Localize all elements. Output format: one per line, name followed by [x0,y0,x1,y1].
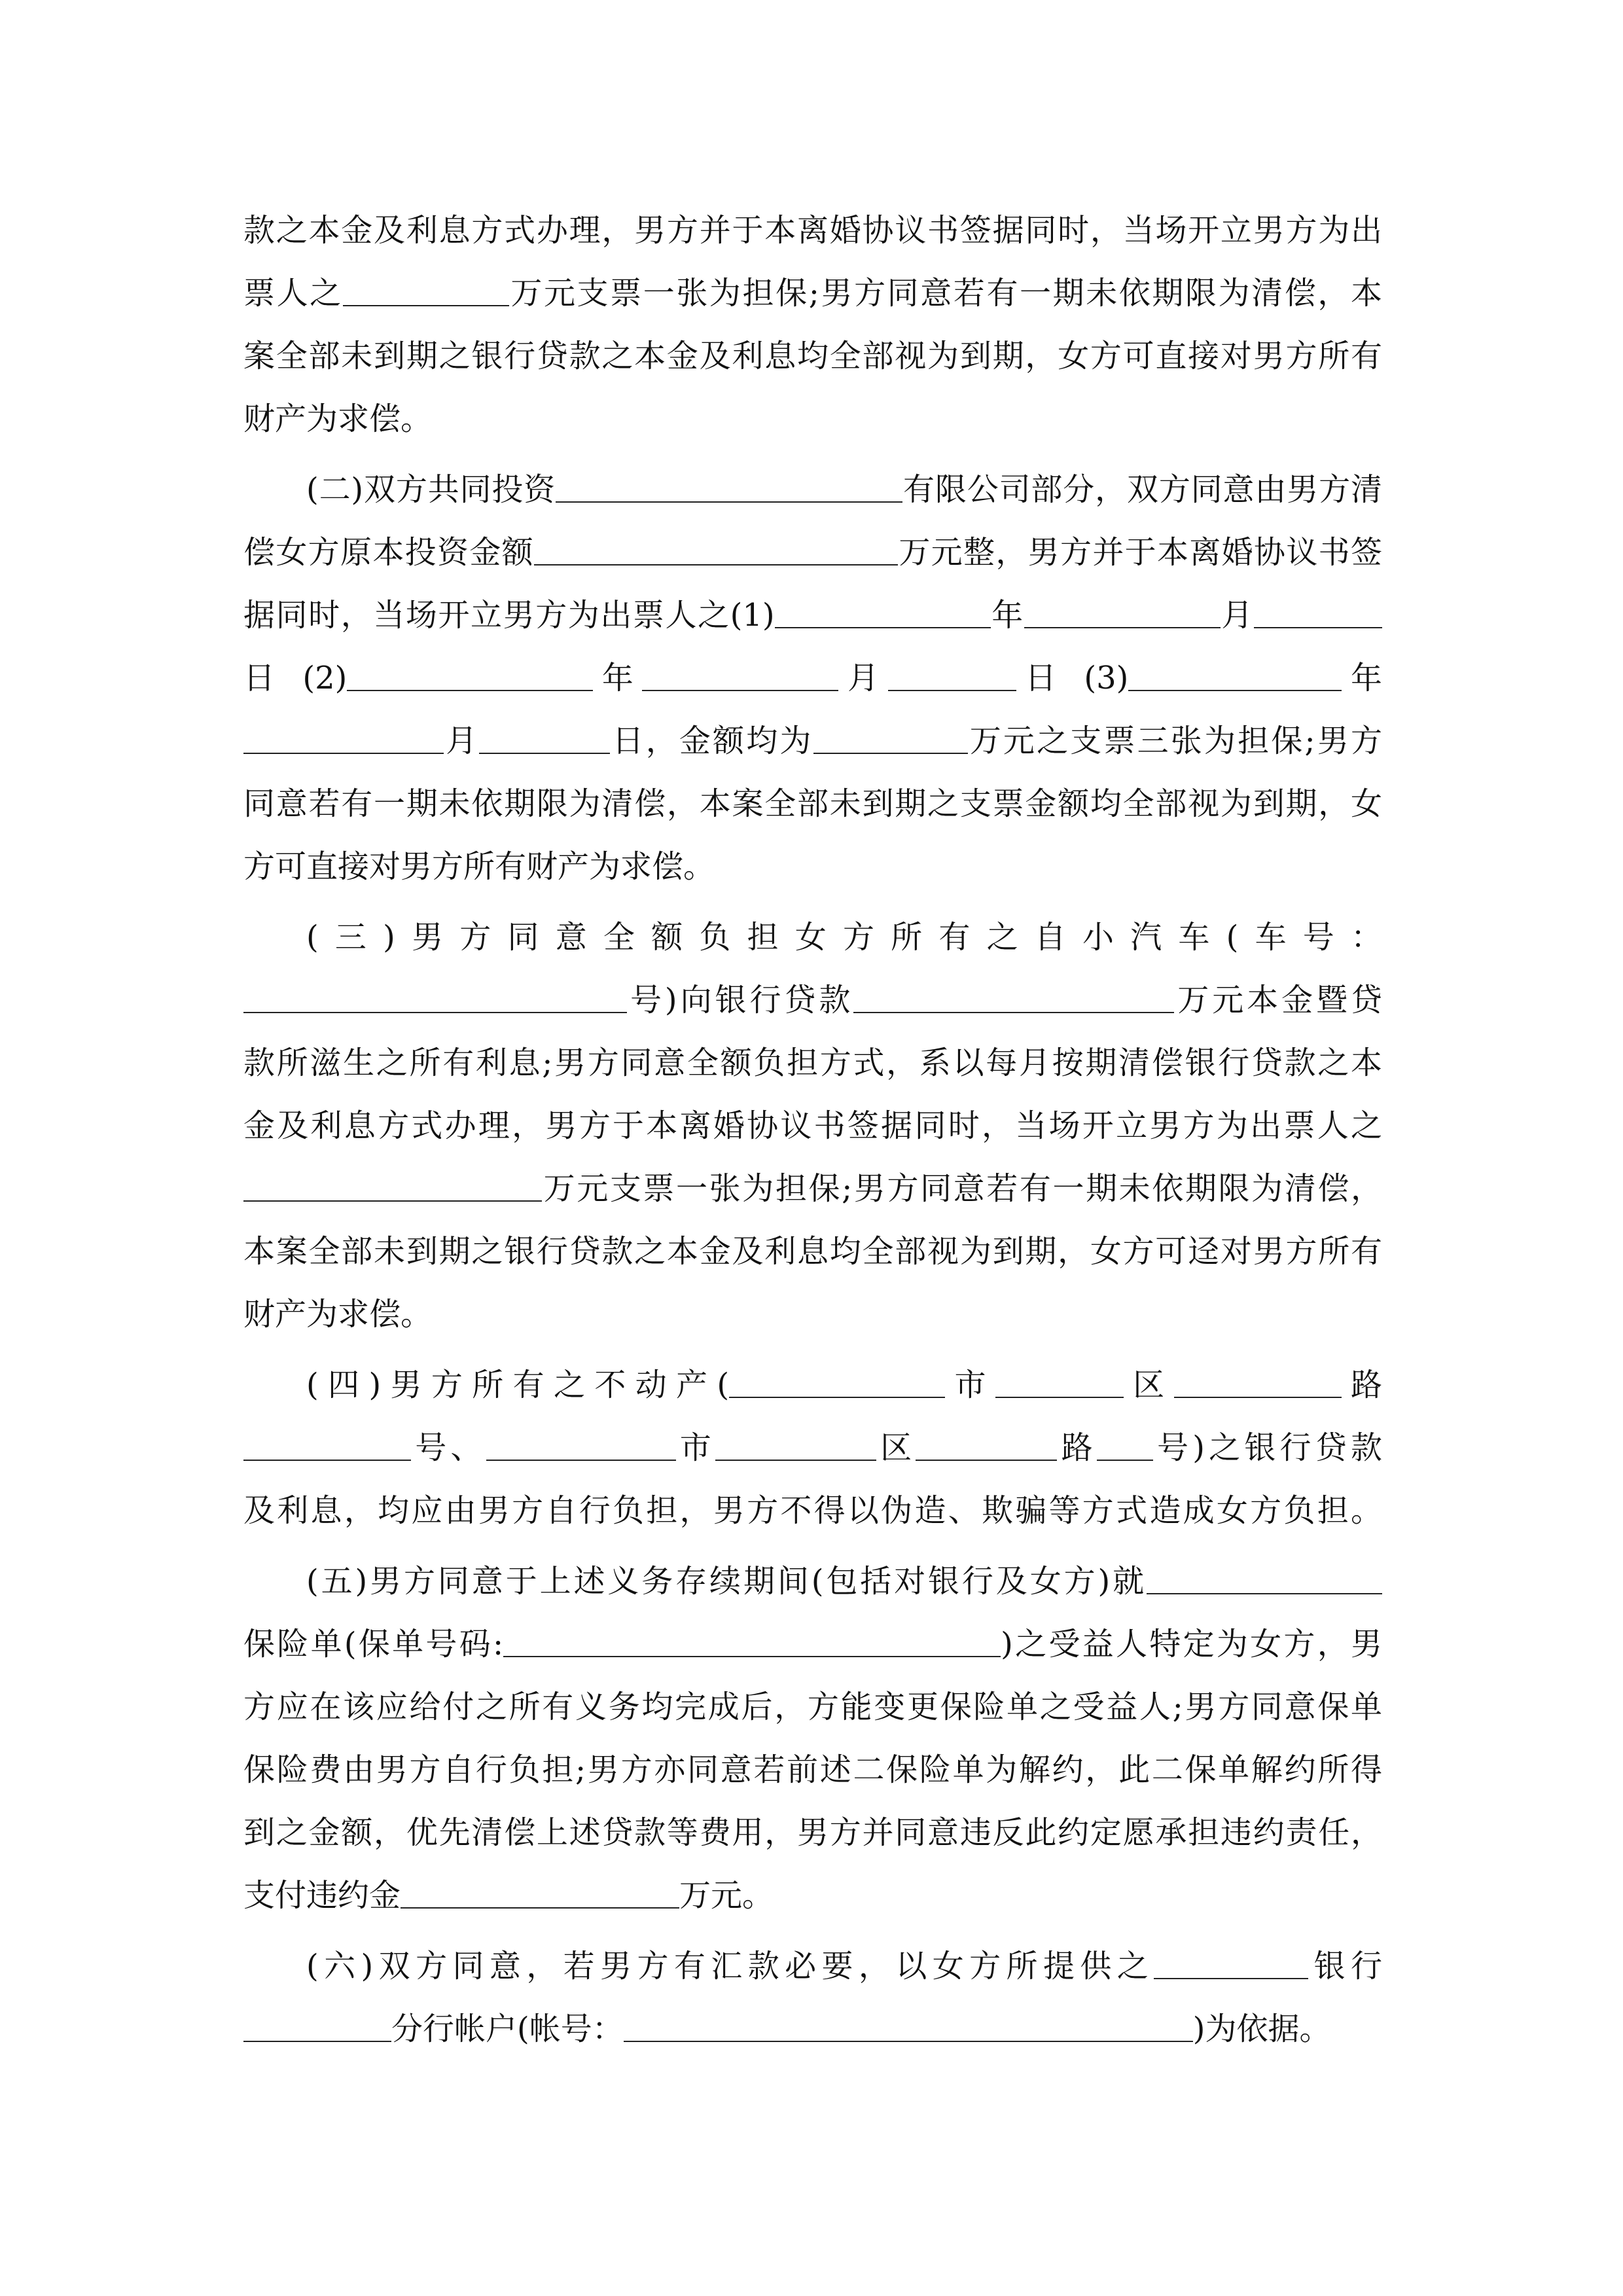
text-line: 款之本金及利息方式办理，男方并于本离婚协议书签据同时，当场开立男方为出 [243,212,1382,249]
blank-field[interactable] [343,275,509,306]
blank-field[interactable] [642,660,838,691]
text-line: (二)双方共同投资 有限公司部分，双方同意由男方清 [306,471,1382,508]
text-line: 号)向银行贷款 万元本金暨贷 [243,969,1382,1031]
text-line: 偿女方原本投资金额 万元整，男方并于本离婚协议书签 [243,534,1382,571]
text-line: 号、 市 区 路 号)之银行贷款 [243,1416,1382,1479]
text-line: (五)男方同意于上述义务存续期间(包括对银行及女方)就 [306,1550,1382,1613]
blank-field[interactable] [243,1170,542,1202]
blank-field[interactable] [1128,660,1342,691]
text-line: 保险费由男方自行负担;男方亦同意若前述二保险单为解约，此二保单解约所得 [243,1751,1382,1788]
blank-field[interactable] [916,1429,1057,1461]
blank-field[interactable] [347,660,593,691]
text-line: 方可直接对男方所有财产为求偿。 [243,848,715,885]
blank-field[interactable] [243,2011,391,2042]
blank-field[interactable] [243,1429,411,1461]
text-line: 月 日，金额均为 万元之支票三张为担保;男方 [243,709,1382,772]
text-line: 及利息，均应由男方自行负担，男方不得以伪造、欺骗等方式造成女方负担。 [243,1492,1382,1529]
text-line: 支付违约金 万元。 [243,1877,774,1914]
text-line: (六)双方同意，若男方有汇款必要，以女方所提供之 银行 [306,1948,1382,1984]
text-line: 方应在该应给付之所有义务均完成后，方能变更保险单之受益人;男方同意保单 [243,1689,1382,1725]
text-line: 案全部未到期之银行贷款之本金及利息均全部视为到期，女方可直接对男方所有 [243,338,1382,374]
blank-field[interactable] [624,2011,1193,2042]
blank-field[interactable] [534,534,898,565]
text-line: (三)男方同意全额负担女方所有之自小汽车(车号： [306,919,1382,956]
blank-field[interactable] [479,723,610,754]
blank-field[interactable] [729,1367,945,1398]
blank-field[interactable] [1154,1948,1308,1979]
blank-field[interactable] [1254,597,1382,628]
blank-field[interactable] [775,597,991,628]
blank-field[interactable] [813,723,968,754]
text-line: 分行帐户(帐号： )为依据。 [243,1998,1382,2060]
text-line: 财产为求偿。 [243,401,433,437]
blank-field[interactable] [503,1626,1001,1657]
text-line: 日 (2) 年 月 日 (3) 年 [243,660,1382,696]
text-line: 万元支票一张为担保;男方同意若有一期未依期限为清偿， [243,1157,1382,1220]
text-line: 票人之 万元支票一张为担保;男方同意若有一期未依期限为清偿，本 [243,275,1382,312]
blank-field[interactable] [243,723,444,754]
text-line: 本案全部未到期之银行贷款之本金及利息均全部视为到期，女方可迳对男方所有 [243,1233,1382,1270]
text-line: 据同时，当场开立男方为出票人之(1) 年 月 [243,584,1382,647]
blank-field[interactable] [1147,1563,1382,1594]
blank-field[interactable] [853,982,1174,1013]
blank-field[interactable] [888,660,1016,691]
blank-field[interactable] [556,471,902,503]
blank-field[interactable] [1174,1367,1342,1398]
text-line: 到之金额，优先清偿上述贷款等费用，男方并同意违反此约定愿承担违约责任， [243,1814,1382,1851]
text-line: 款所滋生之所有利息;男方同意全额负担方式，系以每月按期清偿银行贷款之本 [243,1045,1382,1081]
text-line: 金及利息方式办理，男方于本离婚协议书签据同时，当场开立男方为出票人之 [243,1107,1382,1144]
blank-field[interactable] [1024,597,1221,628]
text-line: 同意若有一期未依期限为清偿，本案全部未到期之支票金额均全部视为到期，女 [243,785,1382,822]
blank-field[interactable] [1097,1429,1153,1461]
blank-field[interactable] [486,1429,676,1461]
blank-field[interactable] [995,1367,1124,1398]
text-line: 财产为求偿。 [243,1296,433,1333]
blank-field[interactable] [243,982,627,1013]
blank-field[interactable] [715,1429,876,1461]
text-line: 保险单(保单号码: )之受益人特定为女方，男 [243,1626,1382,1662]
blank-field[interactable] [401,1877,679,1909]
text-line: (四)男方所有之不动产( 市 区 路 [306,1367,1382,1403]
